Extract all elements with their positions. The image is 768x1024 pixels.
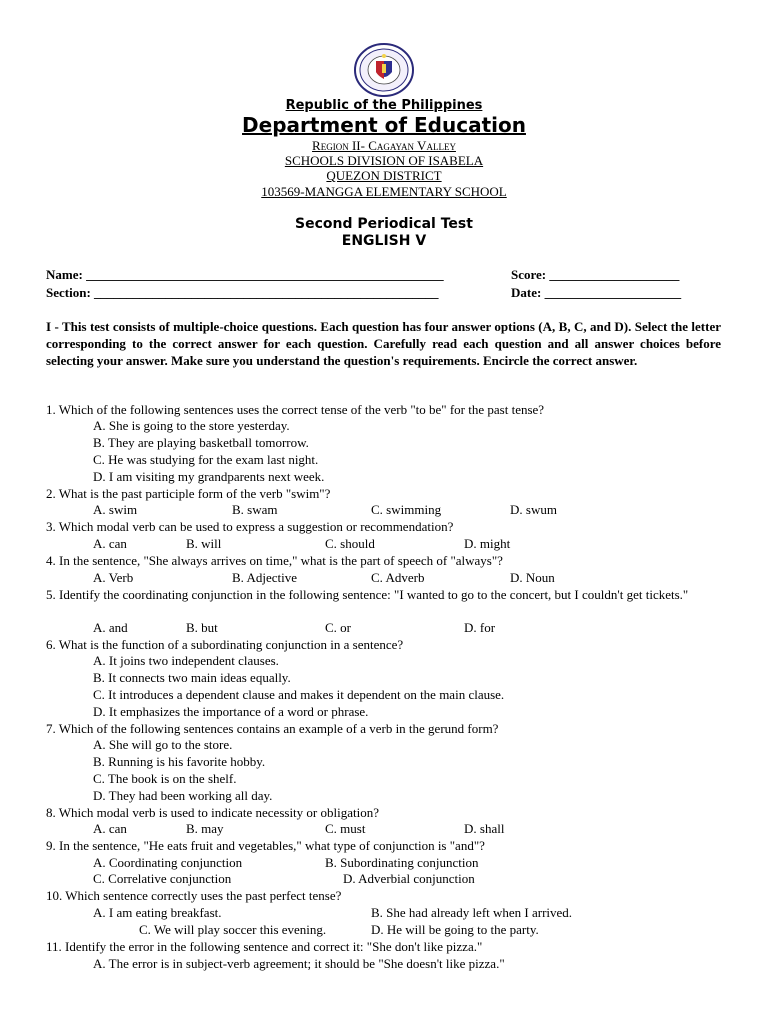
q4-option-c[interactable]: C. Adverb xyxy=(371,570,425,585)
q4-option-a[interactable]: A. Verb xyxy=(93,570,134,585)
q1-option-d[interactable]: D. I am visiting my grandparents next week. xyxy=(93,469,325,484)
date-field[interactable]: Date: _____________________ xyxy=(511,285,682,300)
q8-option-c[interactable]: C. must xyxy=(325,821,366,836)
department-heading: Department of Education xyxy=(242,113,526,137)
q3-option-d[interactable]: D. might xyxy=(464,536,511,551)
q6-option-c[interactable]: C. It introduces a dependent clause and makes it dependent on the main clause. xyxy=(93,687,505,702)
question-11: 11. Identify the error in the following sentence and correct it: "She don't like pizza." xyxy=(46,939,483,954)
q9-option-b[interactable]: B. Subordinating conjunction xyxy=(325,855,479,870)
division-line: SCHOOLS DIVISION OF ISABELA xyxy=(284,153,484,168)
region-line: Region II- Cagayan Valley xyxy=(312,138,456,153)
q7-option-a[interactable]: A. She will go to the store. xyxy=(93,737,233,752)
question-9: 9. In the sentence, "He eats fruit and vegetables," what type of conjunction is "and"? xyxy=(46,838,485,853)
q9-option-a[interactable]: A. Coordinating conjunction xyxy=(93,855,243,870)
question-7: 7. Which of the following sentences contains an example of a verb in the gerund form? xyxy=(46,721,499,736)
subject-title: ENGLISH V xyxy=(341,233,427,249)
q6-option-a[interactable]: A. It joins two independent clauses. xyxy=(93,653,279,668)
q2-option-a[interactable]: A. swim xyxy=(93,502,138,517)
q9-option-c[interactable]: C. Correlative conjunction xyxy=(93,871,232,886)
question-8: 8. Which modal verb is used to indicate necessity or obligation? xyxy=(46,805,379,820)
school-line: 103569-MANGGA ELEMENTARY SCHOOL xyxy=(261,184,507,199)
q10-option-d[interactable]: D. He will be going to the party. xyxy=(371,922,539,937)
q5-option-c[interactable]: C. or xyxy=(325,620,351,635)
test-title: Second Periodical Test xyxy=(295,216,473,232)
q7-option-c[interactable]: C. The book is on the shelf. xyxy=(93,771,237,786)
q2-option-c[interactable]: C. swimming xyxy=(371,502,442,517)
q5-option-a[interactable]: A. and xyxy=(93,620,128,635)
q3-option-a[interactable]: A. can xyxy=(93,536,127,551)
q1-option-b[interactable]: B. They are playing basketball tomorrow. xyxy=(93,435,309,450)
q1-option-c[interactable]: C. He was studying for the exam last night. xyxy=(93,452,319,467)
question-5: 5. Identify the coordinating conjunction in the following sentence: "I wanted to go to the concert, but I couldn't get tickets." xyxy=(46,587,689,602)
q8-option-b[interactable]: B. may xyxy=(186,821,224,836)
q4-option-b[interactable]: B. Adjective xyxy=(232,570,297,585)
q11-option-a[interactable]: A. The error is in subject-verb agreement; it should be "She doesn't like pizza." xyxy=(93,956,505,971)
q8-option-a[interactable]: A. can xyxy=(93,821,127,836)
question-4: 4. In the sentence, "She always arrives on time," what is the part of speech of "always"? xyxy=(46,553,503,568)
q10-option-b[interactable]: B. She had already left when I arrived. xyxy=(371,905,573,920)
question-10: 10. Which sentence correctly uses the past perfect tense? xyxy=(46,888,342,903)
q3-option-b[interactable]: B. will xyxy=(186,536,222,551)
q10-option-a[interactable]: A. I am eating breakfast. xyxy=(93,905,222,920)
q8-option-d[interactable]: D. shall xyxy=(464,821,505,836)
q1-option-a[interactable]: A. She is going to the store yesterday. xyxy=(93,418,290,433)
district-line: QUEZON DISTRICT xyxy=(326,168,442,183)
question-6: 6. What is the function of a subordinating conjunction in a sentence? xyxy=(46,637,404,652)
q9-option-d[interactable]: D. Adverbial conjunction xyxy=(343,871,475,886)
deped-seal-logo xyxy=(352,42,416,98)
score-field[interactable]: Score: ____________________ xyxy=(511,267,680,282)
q3-option-c[interactable]: C. should xyxy=(325,536,375,551)
name-field[interactable]: Name: _______________________________________________________ xyxy=(46,267,444,282)
q2-option-b[interactable]: B. swam xyxy=(232,502,278,517)
q5-option-d[interactable]: D. for xyxy=(464,620,496,635)
question-3: 3. Which modal verb can be used to express a suggestion or recommendation? xyxy=(46,519,454,534)
q7-option-b[interactable]: B. Running is his favorite hobby. xyxy=(93,754,266,769)
q10-option-c[interactable]: C. We will play soccer this evening. xyxy=(139,922,327,937)
q6-option-d[interactable]: D. It emphasizes the importance of a word or phrase. xyxy=(93,704,369,719)
republic-heading: Republic of the Philippines xyxy=(285,98,483,113)
q7-option-d[interactable]: D. They had been working all day. xyxy=(93,788,273,803)
question-1: 1. Which of the following sentences uses the correct tense of the verb "to be" for the past tense? xyxy=(46,402,545,417)
q2-option-d[interactable]: D. swum xyxy=(510,502,557,517)
section-field[interactable]: Section: _____________________________________________________ xyxy=(46,285,439,300)
q4-option-d[interactable]: D. Noun xyxy=(510,570,555,585)
q6-option-b[interactable]: B. It connects two main ideas equally. xyxy=(93,670,291,685)
question-2: 2. What is the past participle form of the verb "swim"? xyxy=(46,486,331,501)
instructions: I - This test consists of multiple-choice questions. Each question has four answer options (A, B, C, and D). Select the letter corresponding to the correct answer for each question. Carefully read each question and all answer choices before selecting your answer. Make sure you understand the question's requirements. Encircle the correct answer. xyxy=(46,319,721,368)
q5-option-b[interactable]: B. but xyxy=(186,620,218,635)
